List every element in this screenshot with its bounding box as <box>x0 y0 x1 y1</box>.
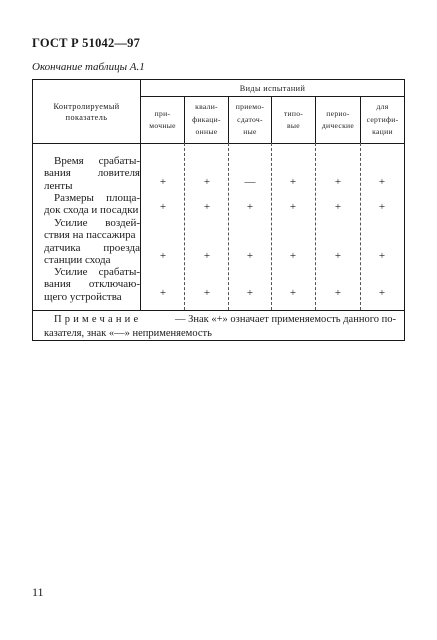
col-header-line: квали- <box>195 102 218 112</box>
col-header-certification <box>361 97 404 143</box>
col-header-primary <box>141 97 184 143</box>
col-header-line: ные <box>243 127 257 137</box>
table-row-label: Размеры площа- док схода и посадки <box>44 192 140 217</box>
table-cell-mark: + <box>378 287 386 299</box>
group-header: Виды испытаний <box>239 83 306 93</box>
table-cell-mark: + <box>159 250 167 262</box>
col-header-line: дические <box>321 121 355 130</box>
table-cell-mark: + <box>334 201 342 213</box>
table-cell-mark: — <box>244 176 256 188</box>
column-divider-dashed <box>360 143 361 310</box>
table-cell-mark: + <box>203 250 211 262</box>
table-cell-mark: + <box>378 176 386 188</box>
table-cell-mark: + <box>203 176 211 188</box>
table-bottom-border <box>32 340 405 341</box>
column-divider-dashed <box>228 143 229 310</box>
column-divider-dashed <box>315 143 316 310</box>
table-cell-mark: + <box>334 176 342 188</box>
table-cell-mark: + <box>246 287 254 299</box>
document-header: ГОСТ Р 51042—97 <box>32 36 141 50</box>
table-subtitle: Окончание таблицы А.1 <box>32 61 145 73</box>
col-header-line: при- <box>154 108 171 118</box>
table-cell-mark: + <box>289 201 297 213</box>
table-right-border <box>404 79 405 341</box>
table-cell-mark: + <box>159 201 167 213</box>
table-cell-mark: + <box>378 201 386 213</box>
col-header-line: сертифи- <box>366 114 399 124</box>
col-header-line: фикаци- <box>192 114 221 124</box>
param-header-line: Контролируемый <box>53 101 120 111</box>
col-header-line: для <box>376 102 389 112</box>
col-header-line: сдаточ- <box>237 114 263 124</box>
col-header-line: кации <box>372 127 393 137</box>
table-cell-mark: + <box>159 176 167 188</box>
col-header-line: мочные <box>149 121 176 130</box>
table-cell-mark: + <box>378 250 386 262</box>
param-header <box>33 80 140 143</box>
page-number: 11 <box>32 585 44 599</box>
note-top-border <box>32 310 405 311</box>
table-row-label: Усилие воздей- ствия на пассажира датчика проезда станции схода <box>44 217 140 266</box>
table-cell-mark: + <box>334 250 342 262</box>
col-header-type <box>272 97 315 143</box>
table-cell-mark: + <box>246 201 254 213</box>
col-header-periodic <box>316 97 360 143</box>
col-header-qualification <box>185 97 228 143</box>
column-divider-dashed <box>184 143 185 310</box>
col-header-acceptance <box>229 97 271 143</box>
table-cell-mark: + <box>334 287 342 299</box>
table-cell-mark: + <box>289 176 297 188</box>
tests-table <box>32 79 405 341</box>
column-divider-dashed <box>271 143 272 310</box>
table-cell-mark: + <box>159 287 167 299</box>
table-cell-mark: + <box>289 287 297 299</box>
table-cell-mark: + <box>246 250 254 262</box>
table-row-label: Усилие срабаты- вания отключаю- щего устройства <box>44 266 140 303</box>
col-header-line: перио- <box>326 108 350 118</box>
note-prefix: Примечание <box>54 314 142 325</box>
table-row-label: Время срабаты- вания ловителя ленты <box>44 155 140 192</box>
header-bottom-border <box>32 143 405 144</box>
note-text: — Знак «+» означает применяемость данного по- <box>174 314 396 325</box>
col-header-line: приемо- <box>235 102 265 112</box>
table-cell-mark: + <box>203 201 211 213</box>
col-header-line: типо- <box>283 108 304 118</box>
table-note <box>44 313 396 340</box>
table-cell-mark: + <box>203 287 211 299</box>
note-text: казателя, знак «—» неприменяемость <box>44 327 212 339</box>
param-header-line: показатель <box>65 112 108 122</box>
col-header-line: онные <box>195 127 218 137</box>
col-header-line: вые <box>287 121 300 130</box>
table-cell-mark: + <box>289 250 297 262</box>
